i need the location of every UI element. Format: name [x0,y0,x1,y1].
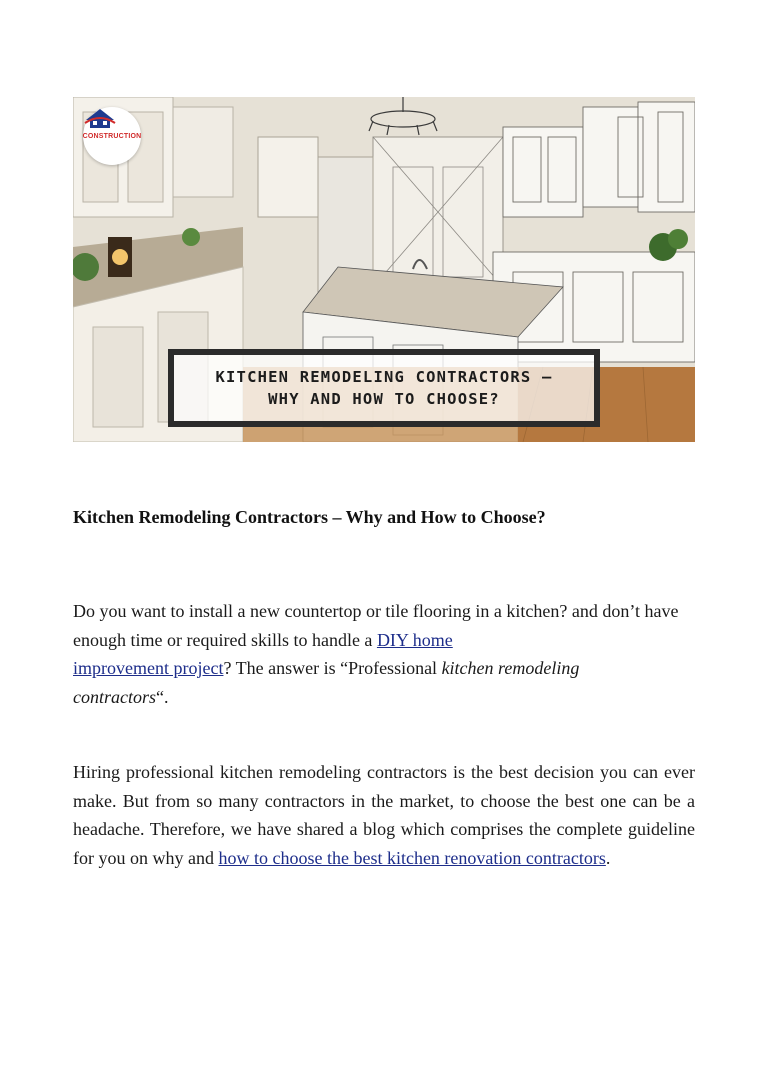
diy-home-improvement-link[interactable]: DIY home improvement project [73,629,453,678]
intro-text-3: “. [156,686,169,707]
hero-image [73,97,695,442]
body-paragraph [73,758,695,872]
body-text-2: . [605,847,611,868]
banner-line-1: KITCHEN REMODELING CONTRACTORS – [215,368,553,386]
house-logo-icon [83,107,117,129]
intro-italic-2: contractors [73,686,156,707]
intro-paragraph [73,597,695,711]
article-title: Kitchen Remodeling Contractors – Why and How to Choose? [73,507,546,527]
title-banner [168,349,600,427]
banner-line-2: WHY AND HOW TO CHOOSE? [268,390,500,408]
body-text-1: Hiring professional kitchen remodeling contractors is the best decision you can ever make. But from so many contractors in the market, to choose the best one can be a headache. Therefore, we have shared a blog which comprises the complete guideline for you on why and [73,762,695,868]
intro-italic-1: kitchen remodeling [441,658,580,678]
logo-text: CONSTRUCTION [82,133,142,140]
company-logo [83,107,141,165]
how-to-choose-link[interactable]: how to choose the best kitchen renovation contractors [218,847,606,868]
intro-text-2: ? The answer is “Professional [223,658,442,678]
intro-text-1: Do you want to install a new countertop or tile flooring in a kitchen? and don’t have enough time or required skills to handle a [73,601,679,650]
